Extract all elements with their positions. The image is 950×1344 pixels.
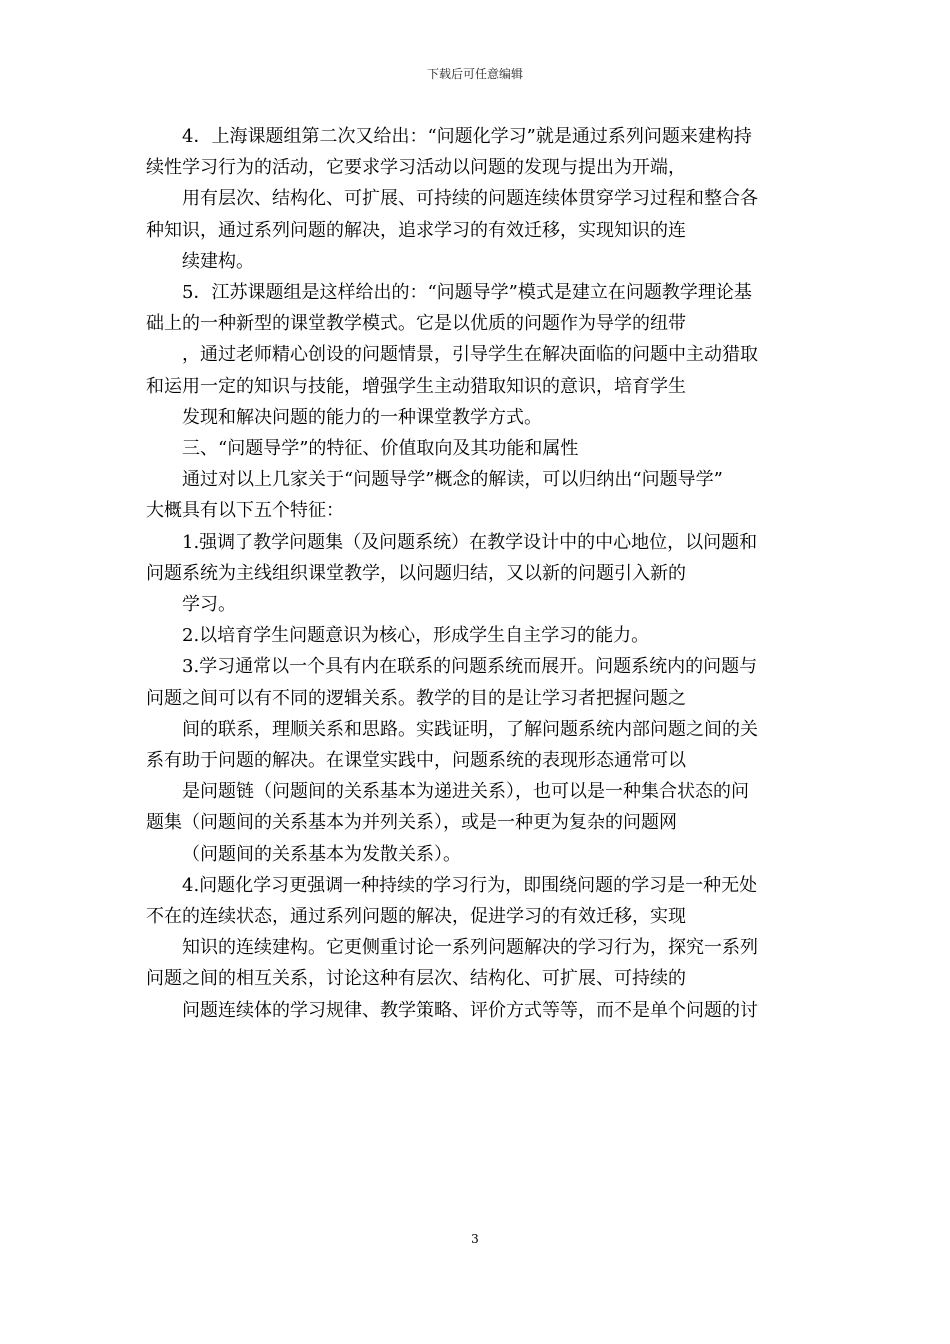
text-line: 续建构。 bbox=[182, 250, 254, 272]
text-line: 4.问题化学习更强调一种持续的学习行为，即围绕问题的学习是一种无处 bbox=[182, 874, 758, 896]
text-line: 知识的连续建构。它更侧重讨论一系列问题解决的学习行为，探究一系列 bbox=[182, 937, 758, 959]
section-heading: 三、“问题导学”的特征、价值取向及其功能和属性 bbox=[182, 438, 579, 460]
text-line: 间的联系，理顺关系和思路。实践证明，了解问题系统内部问题之间的关 bbox=[182, 718, 758, 740]
text-line: 续性学习行为的活动，它要求学习活动以问题的发现与提出为开端， bbox=[146, 157, 686, 179]
text-line: 问题之间的相互关系，讨论这种有层次、结构化、可扩展、可持续的 bbox=[146, 968, 686, 990]
text-line: ，通过老师精心创设的问题情景，引导学生在解决面临的问题中主动猎取 bbox=[182, 344, 758, 366]
text-line: 发现和解决问题的能力的一种课堂教学方式。 bbox=[182, 406, 542, 428]
text-line: 用有层次、结构化、可扩展、可持续的问题连续体贯穿学习过程和整合各 bbox=[182, 188, 758, 210]
text-line: 通过对以上几家关于“问题导学”概念的解读，可以归纳出“问题导学” bbox=[182, 469, 723, 491]
text-line: 2.以培育学生问题意识为核心，形成学生自主学习的能力。 bbox=[182, 625, 650, 647]
page-header: 下载后可任意编辑 bbox=[426, 67, 523, 81]
text-line: 础上的一种新型的课堂教学模式。它是以优质的问题作为导学的纽带 bbox=[146, 313, 686, 335]
text-line: 题集（问题间的关系基本为并列关系），或是一种更为复杂的问题网 bbox=[146, 812, 677, 834]
text-line: 不在的连续状态，通过系列问题的解决，促进学习的有效迁移，实现 bbox=[146, 906, 686, 928]
text-line: 3.学习通常以一个具有内在联系的问题系统而展开。问题系统内的问题与 bbox=[182, 656, 758, 678]
text-line: 4．上海课题组第二次又给出：“问题化学习”就是通过系列问题来建构持 bbox=[182, 126, 752, 147]
text-line: 种知识，通过系列问题的解决，追求学习的有效迁移，实现知识的连 bbox=[146, 219, 686, 241]
text-line: 问题系统为主线组织课堂教学，以问题归结，又以新的问题引入新的 bbox=[146, 562, 686, 584]
text-line: 问题连续体的学习规律、教学策略、评价方式等等，而不是单个问题的讨 bbox=[182, 999, 758, 1021]
text-line: 大概具有以下五个特征： bbox=[146, 500, 344, 522]
text-line: 是问题链（问题间的关系基本为递进关系），也可以是一种集合状态的问 bbox=[182, 781, 749, 803]
text-line: （问题间的关系基本为发散关系）。 bbox=[182, 843, 461, 865]
text-line: 5．江苏课题组是这样给出的：“问题导学”模式是建立在问题教学理论基 bbox=[182, 282, 752, 304]
page-number: 3 bbox=[471, 1232, 479, 1246]
text-line: 和运用一定的知识与技能，增强学生主动猎取知识的意识，培育学生 bbox=[146, 375, 686, 397]
text-line: 问题之间可以有不同的逻辑关系。教学的目的是让学习者把握问题之 bbox=[146, 687, 686, 709]
text-line: 1.强调了教学问题集（及问题系统）在教学设计中的中心地位，以问题和 bbox=[182, 531, 758, 553]
text-line: 学习。 bbox=[182, 594, 236, 616]
text-line: 系有助于问题的解决。在课堂实践中，问题系统的表现形态通常可以 bbox=[146, 750, 686, 772]
document-body bbox=[146, 121, 810, 1026]
